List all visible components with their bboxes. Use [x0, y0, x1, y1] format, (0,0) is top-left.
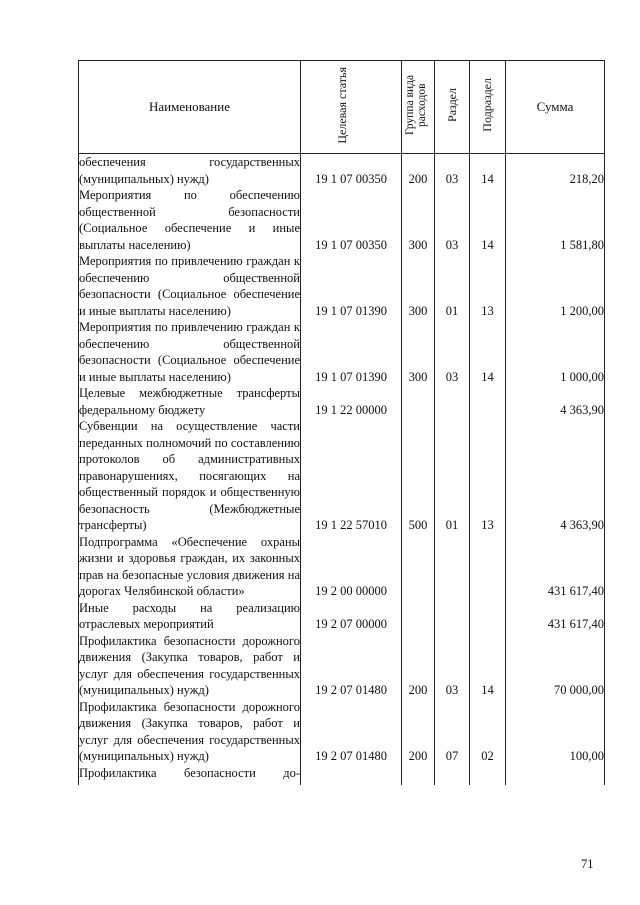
row-target-code	[301, 765, 402, 785]
row-section: 01	[435, 418, 470, 534]
row-name: Мероприятия по привлечению граждан к обеспечению общественной безопасности (Социальное обеспечение и иные выплаты населению)	[79, 254, 300, 318]
row-section: 07	[435, 699, 470, 765]
header-target-cell	[301, 61, 402, 154]
row-target-code: 19 1 07 00350	[301, 154, 402, 188]
row-name: Профилактика безопасности дорожного движения (Закупка товаров, работ и услуг для обеспечения государственных (муниципальных) нужд)	[79, 699, 300, 763]
table-row	[79, 154, 605, 188]
row-subsection: 13	[470, 418, 506, 534]
row-target-code: 19 2 00 00000	[301, 534, 402, 600]
header-target: Целевая статья	[335, 66, 349, 144]
row-sum: 431 617,40	[506, 534, 605, 600]
row-group	[402, 765, 435, 785]
table-row	[79, 765, 605, 785]
table-row	[79, 385, 605, 418]
row-target-code: 19 2 07 00000	[301, 600, 402, 633]
row-target-code: 19 1 07 01390	[301, 319, 402, 385]
row-name: Мероприятия по привлечению граждан к обеспечению общественной безопасности (Социальное обеспечение и иные выплаты населению)	[79, 320, 300, 384]
row-name: обеспечения государственных (муниципальных) нужд)	[79, 155, 300, 186]
row-section: 03	[435, 187, 470, 253]
row-sum: 100,00	[506, 699, 605, 765]
row-name: Подпрограмма «Обеспечение охраны жизни и здоровья граждан, их законных прав на безопасные условия движения на дорогах Челябинской области»	[79, 534, 300, 598]
row-name: Иные расходы на реализацию отраслевых мероприятий	[79, 600, 300, 631]
row-section: 03	[435, 154, 470, 188]
row-target-code: 19 2 07 01480	[301, 633, 402, 699]
row-subsection	[470, 600, 506, 633]
row-subsection: 14	[470, 633, 506, 699]
row-sum: 1 581,80	[506, 187, 605, 253]
row-section: 03	[435, 633, 470, 699]
row-subsection: 14	[470, 154, 506, 188]
row-group: 500	[402, 418, 435, 534]
header-row	[79, 61, 605, 154]
row-sum: 4 363,90	[506, 418, 605, 534]
row-sum: 431 617,40	[506, 600, 605, 633]
header-name: Наименование	[79, 61, 301, 154]
row-section: 01	[435, 253, 470, 319]
row-name: Субвенции на осуществление части переданных полномочий по составлению протоколов об административных правонарушениях, посягающих на общественный порядок и общественную безопасность (Межбюджетные трансферты)	[79, 419, 300, 532]
row-name: Профилактика безопасности до-	[79, 765, 301, 785]
row-target-code: 19 1 22 57010	[301, 418, 402, 534]
header-subsection-cell	[470, 61, 506, 154]
row-subsection: 02	[470, 699, 506, 765]
row-group	[402, 534, 435, 600]
budget-table	[78, 60, 605, 785]
row-group: 300	[402, 187, 435, 253]
row-section	[435, 765, 470, 785]
header-group-cell	[402, 61, 435, 154]
table-row	[79, 418, 605, 534]
row-subsection	[470, 385, 506, 418]
page-number: 71	[581, 857, 594, 871]
header-group: Группа вида расходов	[404, 74, 429, 136]
row-group	[402, 600, 435, 633]
row-sum: 218,20	[506, 154, 605, 188]
row-subsection	[470, 765, 506, 785]
table-row	[79, 534, 605, 600]
row-subsection: 14	[470, 319, 506, 385]
table-row	[79, 600, 605, 633]
row-target-code: 19 1 22 00000	[301, 385, 402, 418]
row-section	[435, 385, 470, 418]
row-sum: 1 200,00	[506, 253, 605, 319]
row-section	[435, 534, 470, 600]
row-target-code: 19 1 07 00350	[301, 187, 402, 253]
table-row	[79, 633, 605, 699]
row-group: 200	[402, 699, 435, 765]
row-subsection	[470, 534, 506, 600]
header-section-cell	[435, 61, 470, 154]
row-sum	[506, 765, 605, 785]
table-row	[79, 253, 605, 319]
table-row	[79, 319, 605, 385]
row-group: 200	[402, 154, 435, 188]
row-group	[402, 385, 435, 418]
row-section: 03	[435, 319, 470, 385]
row-sum: 1 000,00	[506, 319, 605, 385]
row-group: 200	[402, 633, 435, 699]
row-name: Мероприятия по обеспечению общественной безопасности (Социальное обеспечение и иные выплаты населению)	[79, 188, 300, 252]
row-group: 300	[402, 319, 435, 385]
header-sum: Сумма	[506, 61, 605, 154]
table-row	[79, 699, 605, 765]
row-sum: 70 000,00	[506, 633, 605, 699]
row-group: 300	[402, 253, 435, 319]
row-subsection: 13	[470, 253, 506, 319]
row-name: Целевые межбюджетные трансферты федеральному бюджету	[79, 386, 300, 417]
table-row	[79, 187, 605, 253]
row-target-code: 19 1 07 01390	[301, 253, 402, 319]
row-sum: 4 363,90	[506, 385, 605, 418]
row-subsection: 14	[470, 187, 506, 253]
row-name: Профилактика безопасности дорожного движения (Закупка товаров, работ и услуг для обеспечения государственных (муниципальных) нужд)	[79, 633, 300, 697]
header-subsection: Подраздел	[480, 78, 495, 132]
row-target-code: 19 2 07 01480	[301, 699, 402, 765]
header-section: Раздел	[444, 88, 459, 122]
row-section	[435, 600, 470, 633]
